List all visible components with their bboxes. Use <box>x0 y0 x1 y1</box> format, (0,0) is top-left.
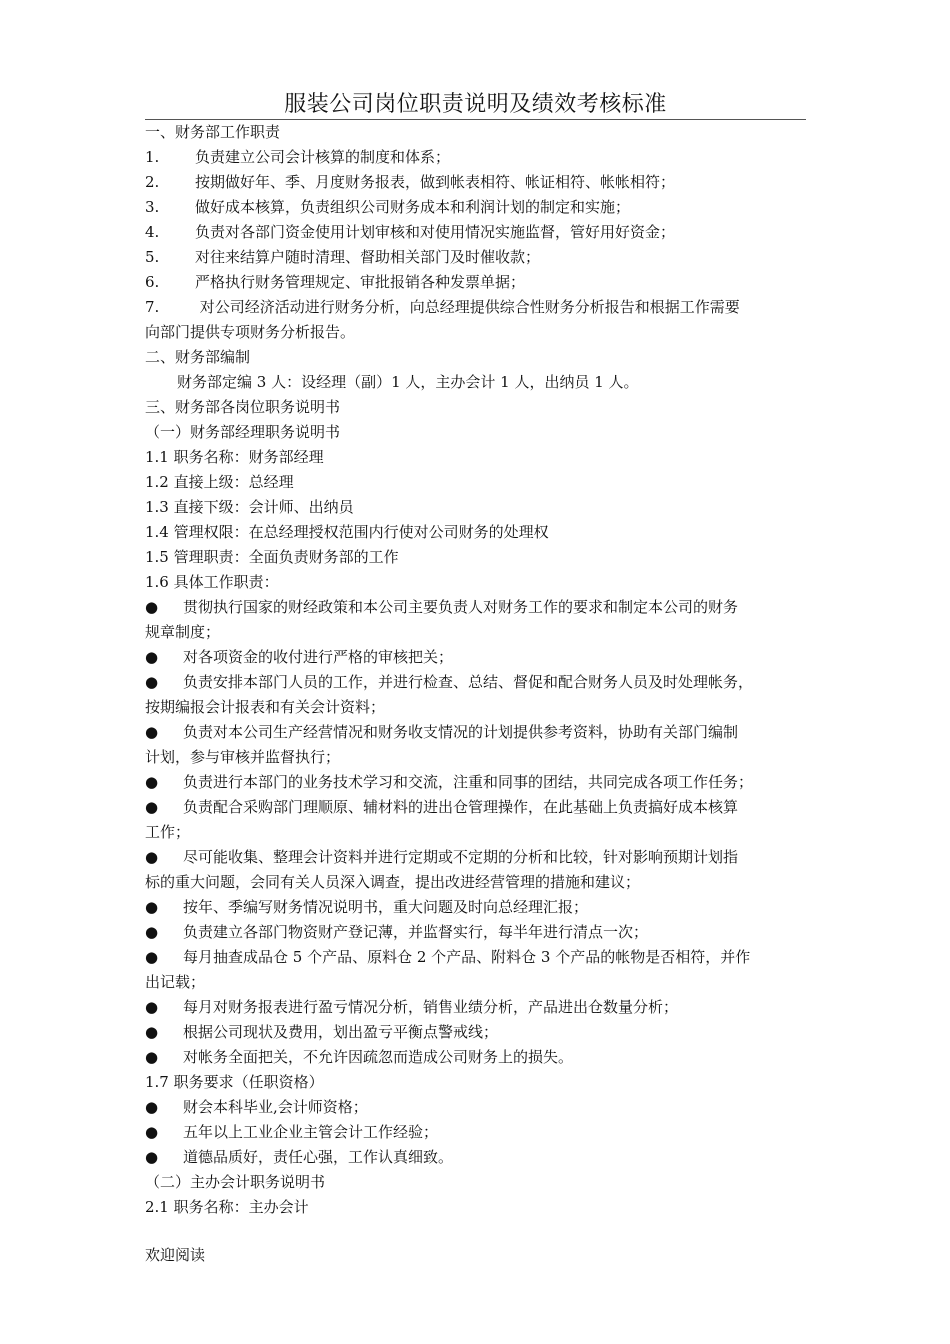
numbered-item <box>145 170 825 195</box>
numbered-item <box>145 195 825 220</box>
item-number: 6. <box>145 273 160 291</box>
item-number: 3. <box>145 198 160 216</box>
item-text: 负责对各部门资金使用计划审核和对使用情况实施监督，管好用好资金； <box>195 223 676 241</box>
bullet-item <box>145 595 825 620</box>
bullet-marker: ● <box>145 948 159 966</box>
bullet-marker: ● <box>145 798 159 816</box>
bullet-marker: ● <box>145 773 159 791</box>
item-text: 对公司经济活动进行财务分析，向总经理提供综合性财务分析报告和根据工作需要 <box>195 298 740 316</box>
item-text: 按年、季编写财务情况说明书，重大问题及时向总经理汇报； <box>183 898 589 916</box>
numbered-item <box>145 270 825 295</box>
text-line: 一、财务部工作职责 <box>145 123 281 141</box>
item-text: 负责对本公司生产经营情况和财务收支情况的计划提供参考资料，协助有关部门编制 <box>183 723 739 741</box>
item-text: 负责建立各部门物资财产登记薄，并监督实行，每半年进行清点一次； <box>183 923 649 941</box>
text-line: 1.1 职务名称：财务部经理 <box>145 448 324 466</box>
item-text: 负责安排本部门人员的工作，并进行检查、总结、督促和配合财务人员及时处理帐务， <box>183 673 754 691</box>
text-line: 三、财务部各岗位职务说明书 <box>145 398 341 416</box>
numbered-item <box>145 245 825 270</box>
item-text: 财会本科毕业,会计师资格； <box>183 1098 368 1116</box>
item-text: 负责配合采购部门理顺原、辅材料的进出仓管理操作，在此基础上负责搞好成本核算 <box>183 798 739 816</box>
item-text: 对各项资金的收付进行严格的审核把关； <box>183 648 454 666</box>
document-body <box>145 120 825 1220</box>
bullet-marker: ● <box>145 1048 159 1066</box>
text-line: 出记载； <box>145 973 206 991</box>
bullet-item <box>145 1145 825 1170</box>
bullet-item <box>145 845 825 870</box>
document-title: 服装公司岗位职责说明及绩效考核标准 <box>284 92 667 117</box>
bullet-marker: ● <box>145 998 159 1016</box>
item-text: 做好成本核算，负责组织公司财务成本和利润计划的制定和实施； <box>195 198 631 216</box>
item-number: 4. <box>145 223 160 241</box>
item-text: 五年以上工业企业主管会计工作经验； <box>183 1123 439 1141</box>
item-number: 5. <box>145 248 160 266</box>
text-line: 按期编报会计报表和有关会计资料； <box>145 698 386 716</box>
bullet-item <box>145 645 825 670</box>
bullet-item <box>145 770 825 795</box>
bullet-item <box>145 795 825 820</box>
numbered-item <box>145 220 825 245</box>
bullet-marker: ● <box>145 1123 159 1141</box>
bullet-item <box>145 1045 825 1070</box>
bullet-marker: ● <box>145 598 159 616</box>
text-line: 工作； <box>145 823 191 841</box>
bullet-item <box>145 895 825 920</box>
bullet-marker: ● <box>145 923 159 941</box>
item-text: 贯彻执行国家的财经政策和本公司主要负责人对财务工作的要求和制定本公司的财务 <box>183 598 739 616</box>
bullet-marker: ● <box>145 648 159 666</box>
numbered-item <box>145 295 825 320</box>
item-text: 负责建立公司会计核算的制度和体系； <box>195 148 451 166</box>
bullet-marker: ● <box>145 1148 159 1166</box>
text-line: 1.2 直接上级：总经理 <box>145 473 294 491</box>
bullet-item <box>145 670 825 695</box>
text-line: 1.6 具体工作职责： <box>145 573 279 591</box>
item-text: 对帐务全面把关，不允许因疏忽而造成公司财务上的损失。 <box>183 1048 574 1066</box>
item-text: 每月对财务报表进行盈亏情况分析，销售业绩分析，产品进出仓数量分析； <box>183 998 679 1016</box>
item-text: 根据公司现状及费用，划出盈亏平衡点警戒线； <box>183 1023 499 1041</box>
text-line: （一）财务部经理职务说明书 <box>145 423 341 441</box>
bullet-marker: ● <box>145 1098 159 1116</box>
bullet-marker: ● <box>145 848 159 866</box>
item-number: 2. <box>145 173 160 191</box>
bullet-item <box>145 1120 825 1145</box>
text-line: 规章制度； <box>145 623 221 641</box>
page-footer: 欢迎阅读 <box>145 1246 206 1264</box>
bullet-item <box>145 720 825 745</box>
indented-paragraph: 财务部定编 3 人：设经理（副）1 人，主办会计 1 人，出纳员 1 人。 <box>177 373 639 391</box>
text-line: 1.4 管理权限：在总经理授权范围内行使对公司财务的处理权 <box>145 523 549 541</box>
text-line: 1.7 职务要求（任职资格） <box>145 1073 324 1091</box>
bullet-item <box>145 945 825 970</box>
item-number: 1. <box>145 148 160 166</box>
item-text: 对往来结算户随时清理、督助相关部门及时催收款； <box>195 248 541 266</box>
bullet-marker: ● <box>145 1023 159 1041</box>
item-text: 按期做好年、季、月度财务报表，做到帐表相符、帐证相符、帐帐相符； <box>195 173 676 191</box>
text-line: （二）主办会计职务说明书 <box>145 1173 326 1191</box>
bullet-item <box>145 1020 825 1045</box>
text-line: 二、财务部编制 <box>145 348 251 366</box>
text-line: 标的重大问题，会同有关人员深入调查，提出改进经营管理的措施和建议； <box>145 873 641 891</box>
item-text: 负责进行本部门的业务技术学习和交流，注重和同事的团结，共同完成各项工作任务； <box>183 773 754 791</box>
text-line: 计划，参与审核并监督执行； <box>145 748 341 766</box>
numbered-item <box>145 145 825 170</box>
bullet-marker: ● <box>145 898 159 916</box>
bullet-marker: ● <box>145 723 159 741</box>
bullet-item <box>145 920 825 945</box>
item-text: 每月抽查成品仓 5 个产品、原料仓 2 个产品、附料仓 3 个产品的帐物是否相符，并作 <box>183 948 751 966</box>
item-text: 尽可能收集、整理会计资料并进行定期或不定期的分析和比较，针对影响预期计划指 <box>183 848 739 866</box>
text-line: 向部门提供专项财务分析报告。 <box>145 323 356 341</box>
bullet-item <box>145 995 825 1020</box>
item-text: 严格执行财务管理规定、审批报销各种发票单据； <box>195 273 526 291</box>
text-line: 1.5 管理职责：全面负责财务部的工作 <box>145 548 399 566</box>
bullet-marker: ● <box>145 673 159 691</box>
text-line: 1.3 直接下级：会计师、出纳员 <box>145 498 354 516</box>
item-text: 道德品质好，责任心强，工作认真细致。 <box>183 1148 454 1166</box>
item-number: 7. <box>145 298 160 316</box>
text-line: 2.1 职务名称：主办会计 <box>145 1198 309 1216</box>
bullet-item <box>145 1095 825 1120</box>
